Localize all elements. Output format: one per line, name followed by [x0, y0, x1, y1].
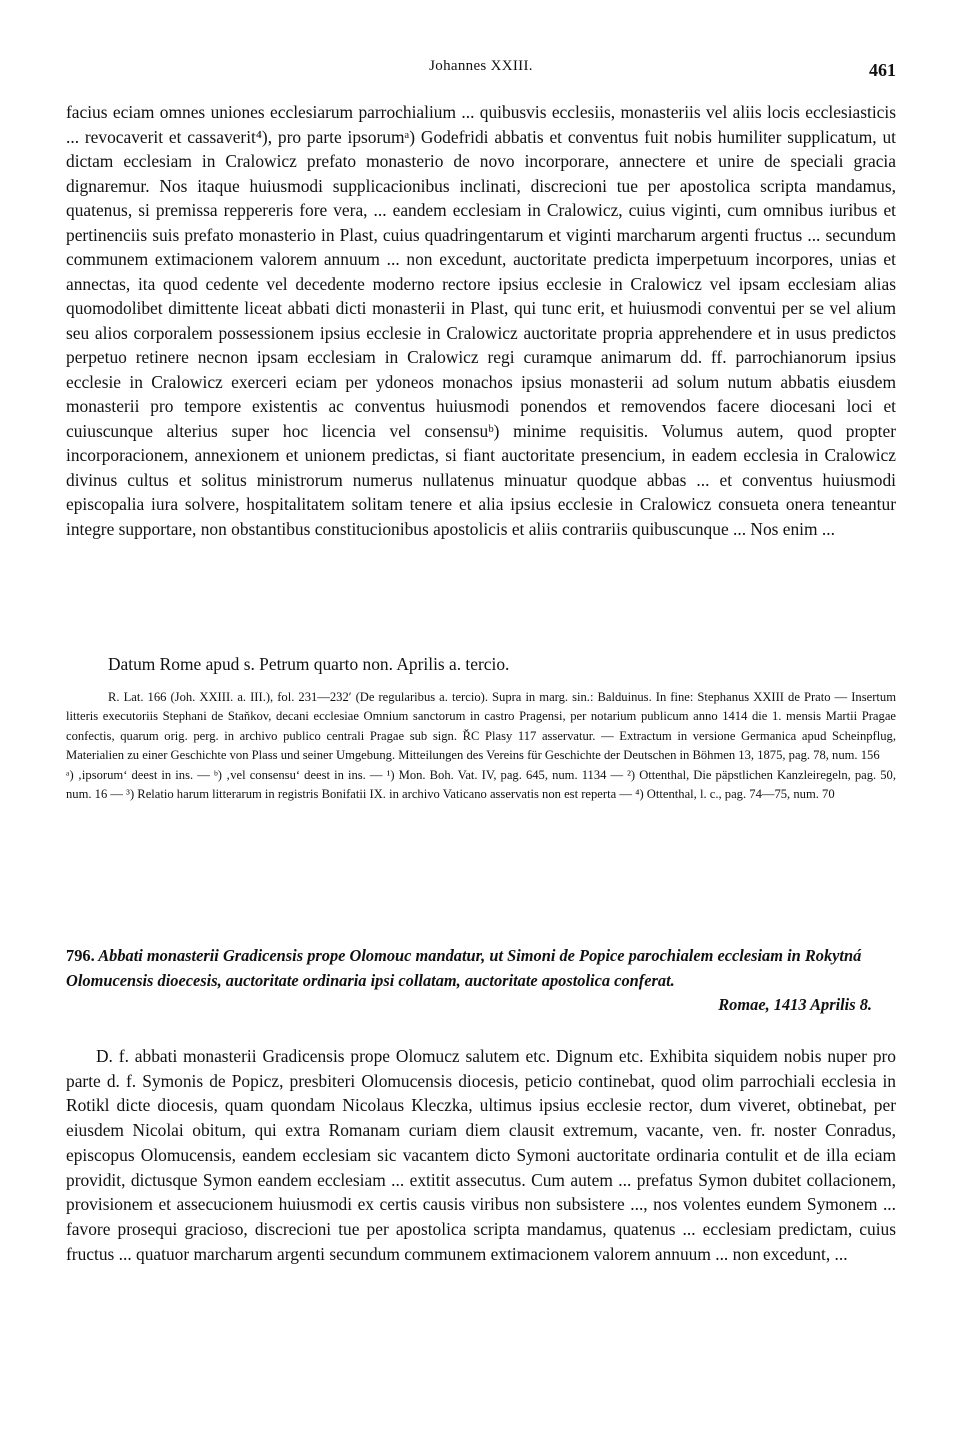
document-number: 796.: [66, 946, 95, 965]
document-heading: [66, 943, 896, 993]
document-place-date: Romae, 1413 Aprilis 8.: [718, 995, 872, 1014]
source-note: R. Lat. 166 (Joh. XXIII. a. III.), fol. 231—232′ (De regularibus a. tercio). Supra in marg. sin.: Balduinus. In fine: Stephanus XXIII de Prato — Insertum litteris executoriis Stephani de Staňkov, decani ecclesiae Omnium sanctorum in castro Pragensi, per notarium publicum anno 1414 die 1. mensis Martii Pragae confectis, quarum orig. perg. in archivo publico centrali Pragae sub sign. ŘC Plasy 117 asservatur. — Extractum in versione Germanica apud Scheinpflug, Materialien zu einer Geschichte von Plass und seiner Umgebung. Mitteilungen des Vereins für Geschichte der Deutschen in Böhmen 13, 1875, pag. 78, num. 156: [66, 690, 896, 763]
document-body: [66, 1044, 896, 1266]
page-number: 461: [869, 60, 896, 80]
date-line: Datum Rome apud s. Petrum quarto non. Aprilis a. tercio.: [108, 654, 510, 674]
main-paragraph: facius eciam omnes uniones ecclesiarum parrochialium ... quibusvis ecclesiis, monasteriis vel aliis locis ecclesiasticis ... revocaverit et cassaverit⁴), pro parte ipsorumᵃ) Godefridi abbatis et conventus fuit nobis humiliter supplicatum, ut dictam ecclesiam in Cralowicz prefato monasterio de novo incorporare, annectere et unire de speciali gracia dignaremur. Nos itaque huiusmodi supplicacionibus inclinati, discrecioni tue per apostolica scripta mandamus, quatenus, si premissa reppereris fore vera, ... eandem ecclesiam in Cralowicz, cuius viginti, cum omnibus iuribus et pertinenciis suis prefato monasterio in Plast, cuius quadringentarum et viginti marcharum argenti fructus ... secundum communem extimacionem valorem annuum ... non excedunt, auctoritate predicta imperpetuum incorpores, unias et annectas, ita quod cedente vel decedente moderno rectore ipsius ecclesie in Cralowicz vel ipsam ecclesiam alias quomodolibet dimittente liceat abbati dicti monasterii in Plast, qui tunc erit, et huiusmodi conventui per se vel alium seu alios corporalem possessionem ipsius ecclesie in Cralowicz auctoritate propria apprehendere et in usus predictos perpetuo retinere necnon ipsam ecclesiam in Cralowicz regi curamque animarum dd. ff. parrochianorum ipsius ecclesie in Cralowicz exerceri eciam per ydoneos monachos ipsius monasterii ad solum nutum abbatis eiusdem monasterii pro tempore existentis ac conventus huiusmodi ponendos et removendos facere diocesani loci et cuiuscunque alterius super hoc licencia vel consensuᵇ) minime requisitis. Volumus autem, quod propter incorporacionem, annexionem et unionem predictas, si fiant auctoritate presencium, in eadem ecclesia in Cralowicz divinus cultus et solitus ministrorum numerus nullatenus minuatur quodque abbas ... et conventus huiusmodi episcopalia iura solvere, hospitalitatem solitam tenere et alia ipsius ecclesie in Cralowicz consueta onera teneantur integre supportare, non obstantibus constitucionibus apostolicis et aliis contrariis quibuscunque ... Nos enim ...: [66, 102, 896, 539]
running-title: Johannes XXIII.: [429, 58, 533, 74]
document-body-paragraph: D. f. abbati monasterii Gradicensis prope Olomucz salutem etc. Dignum etc. Exhibita siquidem nobis nuper pro parte d. f. Symonis de Popicz, presbiteri Olomucensis diocesis, peticio continebat, quod olim parrochiali ecclesia in Rotikl dicte diocesis, quam quondam Nicolaus Kleczka, ultimus ipsius ecclesie rector, dum viveret, obtinebat, per eiusdem Nicolai obitum, qui extra Romanam curiam diem clausit extremum, vacante, ven. fr. noster Conradus, episcopus Olomucensis, eandem ecclesiam sic vacantem dicto Symoni auctoritate ordinaria contulit et de illa eciam providit, dictusque Symon eandem ecclesiam ... extitit assecutus. Cum autem ... prefatus Symon dubitet collacionem, provisionem et assecucionem huiusmodi ex certis causis viribus non subsistere ..., nos volentes eundem Symonem ... favore prosequi gracioso, discrecioni tue per apostolica scripta mandamus, quatenus ... ecclesiam predictam, cuius fructus ... quatuor marcharum argenti secundum communem extimacionem valorem annuum ... non excedunt, ...: [66, 1046, 896, 1264]
document-summary: Abbati monasterii Gradicensis prope Olomouc mandatur, ut Simoni de Popice parochialem ecclesiam in Rokytná Olomucensis dioecesis, auctoritate ordinaria ipsi collatam, auctoritate apostolica conferat.: [66, 946, 862, 990]
main-text: [66, 100, 896, 541]
footnotes: ᵃ) ‚ipsorum‘ deest in ins. — ᵇ) ‚vel consensu‘ deest in ins. — ¹) Mon. Boh. Vat. IV, pag. 645, num. 1134 — ²) Ottenthal, Die päpstlichen Kanzleiregeln, pag. 50, num. 16 — ³) Relatio harum litterarum in registris Bonifatii IX. in archivo Vaticano asservatis non est reperta — ⁴) Ottenthal, l. c., pag. 74—75, num. 70: [66, 767, 896, 802]
running-head: [66, 58, 896, 82]
critical-notes: [66, 688, 896, 804]
